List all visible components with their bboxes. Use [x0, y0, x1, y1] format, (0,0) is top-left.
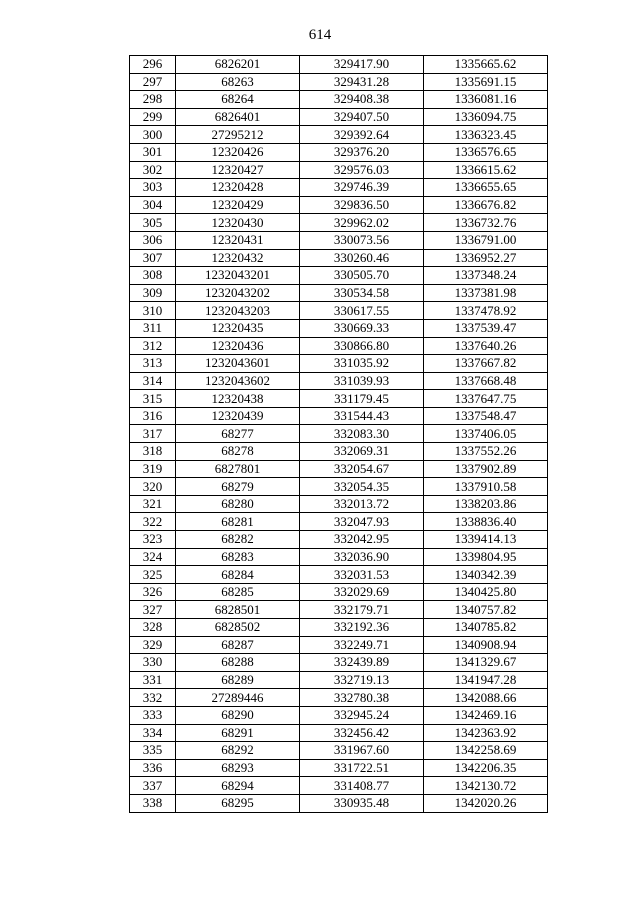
x-coordinate-cell: 331722.51 [300, 759, 424, 777]
y-coordinate-cell: 1336323.45 [424, 126, 548, 144]
row-index-cell: 300 [130, 126, 176, 144]
x-coordinate-cell: 330669.33 [300, 319, 424, 337]
row-index-cell: 297 [130, 73, 176, 91]
row-index-cell: 332 [130, 689, 176, 707]
y-coordinate-cell: 1339804.95 [424, 548, 548, 566]
point-id-cell: 68281 [176, 513, 300, 531]
x-coordinate-cell: 332192.36 [300, 619, 424, 637]
x-coordinate-cell: 332013.72 [300, 495, 424, 513]
point-id-cell: 12320439 [176, 407, 300, 425]
x-coordinate-cell: 329836.50 [300, 196, 424, 214]
table-row [130, 777, 548, 795]
table-row [130, 179, 548, 197]
point-id-cell: 12320426 [176, 143, 300, 161]
y-coordinate-cell: 1342258.69 [424, 742, 548, 760]
point-id-cell: 6826401 [176, 108, 300, 126]
y-coordinate-cell: 1335691.15 [424, 73, 548, 91]
point-id-cell: 68280 [176, 495, 300, 513]
x-coordinate-cell: 332042.95 [300, 531, 424, 549]
y-coordinate-cell: 1337902.89 [424, 460, 548, 478]
y-coordinate-cell: 1337668.48 [424, 372, 548, 390]
table-row [130, 425, 548, 443]
y-coordinate-cell: 1336732.76 [424, 214, 548, 232]
x-coordinate-cell: 330260.46 [300, 249, 424, 267]
table-row [130, 249, 548, 267]
table-row [130, 706, 548, 724]
x-coordinate-cell: 332945.24 [300, 706, 424, 724]
table-row [130, 759, 548, 777]
table-row [130, 302, 548, 320]
row-index-cell: 322 [130, 513, 176, 531]
y-coordinate-cell: 1337478.92 [424, 302, 548, 320]
y-coordinate-cell: 1340785.82 [424, 619, 548, 637]
row-index-cell: 302 [130, 161, 176, 179]
x-coordinate-cell: 332249.71 [300, 636, 424, 654]
x-coordinate-cell: 329376.20 [300, 143, 424, 161]
point-id-cell: 12320428 [176, 179, 300, 197]
x-coordinate-cell: 331039.93 [300, 372, 424, 390]
y-coordinate-cell: 1336791.00 [424, 231, 548, 249]
y-coordinate-cell: 1337548.47 [424, 407, 548, 425]
row-index-cell: 318 [130, 443, 176, 461]
x-coordinate-cell: 330617.55 [300, 302, 424, 320]
coordinates-table-body [130, 56, 548, 813]
table-row [130, 460, 548, 478]
point-id-cell: 6828501 [176, 601, 300, 619]
point-id-cell: 1232043203 [176, 302, 300, 320]
x-coordinate-cell: 332083.30 [300, 425, 424, 443]
y-coordinate-cell: 1337406.05 [424, 425, 548, 443]
row-index-cell: 324 [130, 548, 176, 566]
y-coordinate-cell: 1340757.82 [424, 601, 548, 619]
row-index-cell: 319 [130, 460, 176, 478]
row-index-cell: 311 [130, 319, 176, 337]
row-index-cell: 305 [130, 214, 176, 232]
row-index-cell: 309 [130, 284, 176, 302]
table-row [130, 566, 548, 584]
y-coordinate-cell: 1342469.16 [424, 706, 548, 724]
point-id-cell: 12320429 [176, 196, 300, 214]
table-row [130, 671, 548, 689]
row-index-cell: 299 [130, 108, 176, 126]
x-coordinate-cell: 329576.03 [300, 161, 424, 179]
table-row [130, 108, 548, 126]
table-row [130, 372, 548, 390]
point-id-cell: 12320432 [176, 249, 300, 267]
point-id-cell: 68264 [176, 91, 300, 109]
x-coordinate-cell: 332054.67 [300, 460, 424, 478]
x-coordinate-cell: 330534.58 [300, 284, 424, 302]
table-row [130, 196, 548, 214]
point-id-cell: 68277 [176, 425, 300, 443]
y-coordinate-cell: 1336952.27 [424, 249, 548, 267]
row-index-cell: 314 [130, 372, 176, 390]
point-id-cell: 12320427 [176, 161, 300, 179]
x-coordinate-cell: 332179.71 [300, 601, 424, 619]
x-coordinate-cell: 332780.38 [300, 689, 424, 707]
table-row [130, 214, 548, 232]
x-coordinate-cell: 329746.39 [300, 179, 424, 197]
table-row [130, 231, 548, 249]
table-row [130, 583, 548, 601]
point-id-cell: 68263 [176, 73, 300, 91]
y-coordinate-cell: 1337552.26 [424, 443, 548, 461]
y-coordinate-cell: 1338203.86 [424, 495, 548, 513]
table-row [130, 443, 548, 461]
y-coordinate-cell: 1340425.80 [424, 583, 548, 601]
row-index-cell: 303 [130, 179, 176, 197]
point-id-cell: 68291 [176, 724, 300, 742]
point-id-cell: 68290 [176, 706, 300, 724]
row-index-cell: 298 [130, 91, 176, 109]
table-row [130, 654, 548, 672]
x-coordinate-cell: 330866.80 [300, 337, 424, 355]
x-coordinate-cell: 331408.77 [300, 777, 424, 795]
x-coordinate-cell: 331035.92 [300, 355, 424, 373]
row-index-cell: 296 [130, 56, 176, 74]
x-coordinate-cell: 329431.28 [300, 73, 424, 91]
point-id-cell: 68292 [176, 742, 300, 760]
point-id-cell: 68278 [176, 443, 300, 461]
table-row [130, 161, 548, 179]
table-row [130, 531, 548, 549]
row-index-cell: 330 [130, 654, 176, 672]
table-row [130, 390, 548, 408]
table-row [130, 619, 548, 637]
y-coordinate-cell: 1342020.26 [424, 794, 548, 812]
row-index-cell: 337 [130, 777, 176, 795]
y-coordinate-cell: 1336615.62 [424, 161, 548, 179]
y-coordinate-cell: 1336676.82 [424, 196, 548, 214]
table-row [130, 548, 548, 566]
point-id-cell: 68295 [176, 794, 300, 812]
row-index-cell: 325 [130, 566, 176, 584]
y-coordinate-cell: 1342206.35 [424, 759, 548, 777]
point-id-cell: 68283 [176, 548, 300, 566]
row-index-cell: 306 [130, 231, 176, 249]
point-id-cell: 12320436 [176, 337, 300, 355]
x-coordinate-cell: 329417.90 [300, 56, 424, 74]
y-coordinate-cell: 1342088.66 [424, 689, 548, 707]
coordinates-table [129, 55, 548, 813]
point-id-cell: 68279 [176, 478, 300, 496]
y-coordinate-cell: 1337348.24 [424, 267, 548, 285]
table-row [130, 513, 548, 531]
x-coordinate-cell: 330505.70 [300, 267, 424, 285]
table-row [130, 267, 548, 285]
y-coordinate-cell: 1339414.13 [424, 531, 548, 549]
row-index-cell: 331 [130, 671, 176, 689]
point-id-cell: 12320431 [176, 231, 300, 249]
table-row [130, 495, 548, 513]
point-id-cell: 1232043601 [176, 355, 300, 373]
y-coordinate-cell: 1337381.98 [424, 284, 548, 302]
table-row [130, 143, 548, 161]
point-id-cell: 1232043201 [176, 267, 300, 285]
x-coordinate-cell: 329407.50 [300, 108, 424, 126]
row-index-cell: 310 [130, 302, 176, 320]
table-row [130, 724, 548, 742]
row-index-cell: 329 [130, 636, 176, 654]
x-coordinate-cell: 329408.38 [300, 91, 424, 109]
point-id-cell: 12320438 [176, 390, 300, 408]
y-coordinate-cell: 1336094.75 [424, 108, 548, 126]
row-index-cell: 327 [130, 601, 176, 619]
x-coordinate-cell: 330073.56 [300, 231, 424, 249]
y-coordinate-cell: 1336576.65 [424, 143, 548, 161]
point-id-cell: 68289 [176, 671, 300, 689]
row-index-cell: 308 [130, 267, 176, 285]
table-row [130, 407, 548, 425]
x-coordinate-cell: 329962.02 [300, 214, 424, 232]
row-index-cell: 323 [130, 531, 176, 549]
point-id-cell: 1232043202 [176, 284, 300, 302]
point-id-cell: 68294 [176, 777, 300, 795]
row-index-cell: 338 [130, 794, 176, 812]
y-coordinate-cell: 1336655.65 [424, 179, 548, 197]
y-coordinate-cell: 1342130.72 [424, 777, 548, 795]
row-index-cell: 304 [130, 196, 176, 214]
table-row [130, 337, 548, 355]
x-coordinate-cell: 331544.43 [300, 407, 424, 425]
point-id-cell: 6826201 [176, 56, 300, 74]
point-id-cell: 6827801 [176, 460, 300, 478]
table-row [130, 794, 548, 812]
table-row [130, 284, 548, 302]
row-index-cell: 326 [130, 583, 176, 601]
x-coordinate-cell: 332047.93 [300, 513, 424, 531]
y-coordinate-cell: 1340908.94 [424, 636, 548, 654]
point-id-cell: 68284 [176, 566, 300, 584]
y-coordinate-cell: 1341947.28 [424, 671, 548, 689]
x-coordinate-cell: 330935.48 [300, 794, 424, 812]
x-coordinate-cell: 332456.42 [300, 724, 424, 742]
row-index-cell: 334 [130, 724, 176, 742]
x-coordinate-cell: 329392.64 [300, 126, 424, 144]
table-row [130, 478, 548, 496]
table-row [130, 601, 548, 619]
point-id-cell: 68287 [176, 636, 300, 654]
row-index-cell: 320 [130, 478, 176, 496]
x-coordinate-cell: 331179.45 [300, 390, 424, 408]
x-coordinate-cell: 332719.13 [300, 671, 424, 689]
table-row [130, 91, 548, 109]
y-coordinate-cell: 1337640.26 [424, 337, 548, 355]
row-index-cell: 312 [130, 337, 176, 355]
point-id-cell: 68288 [176, 654, 300, 672]
y-coordinate-cell: 1337910.58 [424, 478, 548, 496]
table-row [130, 742, 548, 760]
row-index-cell: 328 [130, 619, 176, 637]
y-coordinate-cell: 1340342.39 [424, 566, 548, 584]
row-index-cell: 321 [130, 495, 176, 513]
table-row [130, 689, 548, 707]
point-id-cell: 68285 [176, 583, 300, 601]
x-coordinate-cell: 332036.90 [300, 548, 424, 566]
point-id-cell: 27295212 [176, 126, 300, 144]
page-number: 614 [308, 27, 332, 43]
x-coordinate-cell: 332031.53 [300, 566, 424, 584]
table-row [130, 319, 548, 337]
y-coordinate-cell: 1342363.92 [424, 724, 548, 742]
table-row [130, 56, 548, 74]
point-id-cell: 6828502 [176, 619, 300, 637]
y-coordinate-cell: 1336081.16 [424, 91, 548, 109]
x-coordinate-cell: 332069.31 [300, 443, 424, 461]
table-row [130, 636, 548, 654]
point-id-cell: 68293 [176, 759, 300, 777]
table-row [130, 73, 548, 91]
y-coordinate-cell: 1337667.82 [424, 355, 548, 373]
row-index-cell: 335 [130, 742, 176, 760]
point-id-cell: 27289446 [176, 689, 300, 707]
point-id-cell: 1232043602 [176, 372, 300, 390]
row-index-cell: 333 [130, 706, 176, 724]
row-index-cell: 315 [130, 390, 176, 408]
point-id-cell: 12320435 [176, 319, 300, 337]
y-coordinate-cell: 1337539.47 [424, 319, 548, 337]
y-coordinate-cell: 1335665.62 [424, 56, 548, 74]
row-index-cell: 336 [130, 759, 176, 777]
row-index-cell: 316 [130, 407, 176, 425]
x-coordinate-cell: 332439.89 [300, 654, 424, 672]
y-coordinate-cell: 1338836.40 [424, 513, 548, 531]
table-row [130, 126, 548, 144]
row-index-cell: 313 [130, 355, 176, 373]
row-index-cell: 317 [130, 425, 176, 443]
point-id-cell: 12320430 [176, 214, 300, 232]
x-coordinate-cell: 331967.60 [300, 742, 424, 760]
row-index-cell: 301 [130, 143, 176, 161]
x-coordinate-cell: 332029.69 [300, 583, 424, 601]
table-row [130, 355, 548, 373]
y-coordinate-cell: 1341329.67 [424, 654, 548, 672]
row-index-cell: 307 [130, 249, 176, 267]
x-coordinate-cell: 332054.35 [300, 478, 424, 496]
point-id-cell: 68282 [176, 531, 300, 549]
y-coordinate-cell: 1337647.75 [424, 390, 548, 408]
